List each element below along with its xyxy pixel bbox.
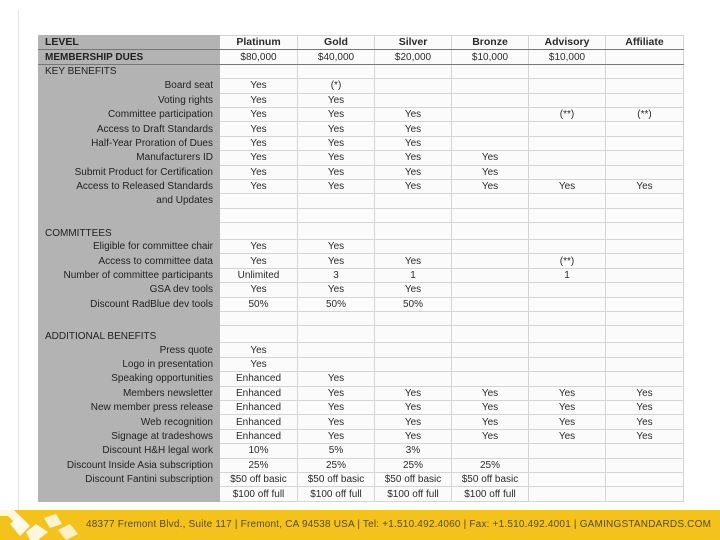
row-label: Discount RadBlue dev tools	[39, 297, 220, 311]
table-row	[39, 444, 684, 458]
section-title-cell	[606, 64, 684, 78]
spacer-label-cell	[39, 208, 220, 222]
spacer-cell	[220, 312, 298, 326]
spacer-cell	[375, 312, 452, 326]
section-title-cell	[452, 64, 529, 78]
table-row	[39, 283, 684, 297]
value-cell: Yes	[606, 386, 684, 400]
row-label: Access to Released Standards	[39, 179, 220, 193]
value-cell: 25%	[298, 458, 375, 472]
value-cell	[452, 79, 529, 93]
level-header-cell: Silver	[375, 36, 452, 50]
value-cell: Yes	[452, 386, 529, 400]
table-row-continued	[39, 487, 684, 501]
value-cell	[452, 444, 529, 458]
value-cell	[375, 93, 452, 107]
value-cell	[606, 487, 684, 501]
value-cell: Yes	[529, 429, 606, 443]
value-cell: Enhanced	[220, 400, 298, 414]
row-label: Members newsletter	[39, 386, 220, 400]
table-row	[39, 79, 684, 93]
value-cell	[298, 194, 375, 208]
spacer-cell	[452, 208, 529, 222]
value-cell: Yes	[606, 415, 684, 429]
value-cell	[529, 93, 606, 107]
row-label: Voting rights	[39, 93, 220, 107]
table-row	[39, 107, 684, 121]
table-body	[39, 36, 684, 502]
table-row	[39, 165, 684, 179]
value-cell	[529, 472, 606, 486]
value-cell	[606, 122, 684, 136]
value-cell	[606, 254, 684, 268]
value-cell	[606, 444, 684, 458]
dues-cell	[606, 50, 684, 64]
level-header-cell: Affiliate	[606, 36, 684, 50]
value-cell: Yes	[375, 283, 452, 297]
dues-cell: $40,000	[298, 50, 375, 64]
value-cell: 5%	[298, 444, 375, 458]
value-cell: Yes	[375, 122, 452, 136]
value-cell: Yes	[529, 386, 606, 400]
value-cell: $50 off basic	[298, 472, 375, 486]
row-label: Speaking opportunities	[39, 372, 220, 386]
value-cell	[529, 165, 606, 179]
table-row	[39, 179, 684, 193]
value-cell	[298, 357, 375, 371]
membership-benefits-table	[38, 35, 684, 502]
value-cell	[452, 240, 529, 254]
row-label: GSA dev tools	[39, 283, 220, 297]
value-cell: Yes	[298, 386, 375, 400]
footer-band	[0, 510, 720, 540]
value-cell: Yes	[375, 151, 452, 165]
value-cell	[452, 268, 529, 282]
value-cell	[529, 297, 606, 311]
level-header-cell: Gold	[298, 36, 375, 50]
value-cell: Yes	[529, 415, 606, 429]
section-title-cell	[220, 326, 298, 343]
value-cell	[375, 372, 452, 386]
value-cell	[606, 458, 684, 472]
value-cell	[606, 297, 684, 311]
value-cell: Yes	[529, 400, 606, 414]
row-label: Press quote	[39, 343, 220, 357]
value-cell: Yes	[529, 179, 606, 193]
value-cell	[606, 240, 684, 254]
value-cell: Yes	[298, 254, 375, 268]
value-cell: 25%	[452, 458, 529, 472]
spacer-cell	[298, 312, 375, 326]
spacer-cell	[606, 208, 684, 222]
value-cell: 50%	[220, 297, 298, 311]
section-title-cell	[220, 223, 298, 240]
value-cell: Yes	[452, 151, 529, 165]
value-cell	[606, 268, 684, 282]
section-title-cell	[606, 223, 684, 240]
value-cell: (**)	[606, 107, 684, 121]
value-cell: $100 off full	[375, 487, 452, 501]
value-cell: Yes	[298, 400, 375, 414]
value-cell: Yes	[375, 429, 452, 443]
table-row	[39, 151, 684, 165]
spacer-cell	[529, 312, 606, 326]
value-cell: Yes	[606, 429, 684, 443]
row-label: Half-Year Proration of Dues	[39, 136, 220, 150]
spacer-row	[39, 208, 684, 222]
table-row-continued	[39, 194, 684, 208]
value-cell: $100 off full	[220, 487, 298, 501]
spacer-label-cell	[39, 312, 220, 326]
section-title: KEY BENEFITS	[39, 64, 220, 78]
row-label: Board seat	[39, 79, 220, 93]
value-cell: Yes	[298, 122, 375, 136]
section-title-cell	[529, 223, 606, 240]
section-title-cell	[375, 223, 452, 240]
table-row	[39, 136, 684, 150]
value-cell	[529, 283, 606, 297]
table-row	[39, 357, 684, 371]
table-row	[39, 254, 684, 268]
value-cell	[452, 122, 529, 136]
value-cell: 25%	[375, 458, 452, 472]
value-cell: 50%	[298, 297, 375, 311]
value-cell	[606, 79, 684, 93]
row-label: Submit Product for Certification	[39, 165, 220, 179]
value-cell: Yes	[375, 165, 452, 179]
value-cell: 1	[375, 268, 452, 282]
value-cell	[452, 93, 529, 107]
value-cell	[529, 136, 606, 150]
section-title-row	[39, 64, 684, 78]
value-cell: Yes	[298, 283, 375, 297]
value-cell: Yes	[298, 165, 375, 179]
value-cell: Yes	[298, 151, 375, 165]
dues-cell: $10,000	[452, 50, 529, 64]
value-cell: Unlimited	[220, 268, 298, 282]
spacer-cell	[452, 312, 529, 326]
value-cell	[452, 372, 529, 386]
value-cell: Yes	[375, 415, 452, 429]
row-label: Manufacturers ID	[39, 151, 220, 165]
level-header-cell: Bronze	[452, 36, 529, 50]
value-cell	[375, 343, 452, 357]
value-cell: Yes	[298, 415, 375, 429]
value-cell: Yes	[220, 107, 298, 121]
value-cell: Yes	[452, 429, 529, 443]
dues-cell: $80,000	[220, 50, 298, 64]
row-label: Logo in presentation	[39, 357, 220, 371]
value-cell: Yes	[375, 400, 452, 414]
value-cell: Yes	[298, 179, 375, 193]
value-cell	[606, 472, 684, 486]
value-cell: Yes	[220, 136, 298, 150]
value-cell: Yes	[298, 429, 375, 443]
value-cell: Yes	[220, 93, 298, 107]
value-cell: Yes	[220, 283, 298, 297]
value-cell	[375, 194, 452, 208]
value-cell: Yes	[220, 151, 298, 165]
value-cell	[529, 458, 606, 472]
row-label: Signage at tradeshows	[39, 429, 220, 443]
table-row	[39, 240, 684, 254]
value-cell	[452, 283, 529, 297]
value-cell	[375, 357, 452, 371]
row-label: Discount Fantini subscription	[39, 472, 220, 486]
section-title-row	[39, 326, 684, 343]
value-cell: Yes	[298, 240, 375, 254]
value-cell	[606, 151, 684, 165]
value-cell: 3	[298, 268, 375, 282]
value-cell: Yes	[375, 386, 452, 400]
value-cell	[529, 372, 606, 386]
spacer-cell	[529, 208, 606, 222]
value-cell: Enhanced	[220, 372, 298, 386]
value-cell: Yes	[452, 165, 529, 179]
value-cell: (**)	[529, 254, 606, 268]
value-cell: Yes	[220, 254, 298, 268]
value-cell: Yes	[298, 136, 375, 150]
row-label-continued	[39, 487, 220, 501]
section-title: ADDITIONAL BENEFITS	[39, 326, 220, 343]
spacer-cell	[375, 208, 452, 222]
section-title-cell	[529, 64, 606, 78]
value-cell: Enhanced	[220, 415, 298, 429]
level-header-cell: Advisory	[529, 36, 606, 50]
spacer-cell	[298, 208, 375, 222]
row-label: Discount Inside Asia subscription	[39, 458, 220, 472]
level-header-label: LEVEL	[39, 36, 220, 50]
value-cell: Yes	[220, 165, 298, 179]
value-cell: $50 off basic	[220, 472, 298, 486]
value-cell: 10%	[220, 444, 298, 458]
value-cell	[606, 93, 684, 107]
row-label: Access to committee data	[39, 254, 220, 268]
value-cell: (**)	[529, 107, 606, 121]
value-cell	[375, 79, 452, 93]
value-cell	[529, 151, 606, 165]
table-row	[39, 386, 684, 400]
value-cell: Yes	[375, 136, 452, 150]
value-cell	[529, 444, 606, 458]
value-cell: Enhanced	[220, 429, 298, 443]
value-cell	[220, 194, 298, 208]
value-cell	[529, 357, 606, 371]
value-cell: Yes	[220, 343, 298, 357]
row-label-continued: and Updates	[39, 194, 220, 208]
value-cell: $100 off full	[298, 487, 375, 501]
value-cell	[452, 107, 529, 121]
spacer-cell	[220, 208, 298, 222]
row-label: Eligible for committee chair	[39, 240, 220, 254]
value-cell: Yes	[375, 179, 452, 193]
row-label: Number of committee participants	[39, 268, 220, 282]
dues-cell: $20,000	[375, 50, 452, 64]
value-cell: Yes	[606, 179, 684, 193]
section-title: COMMITTEES	[39, 223, 220, 240]
section-title-cell	[529, 326, 606, 343]
table-row	[39, 343, 684, 357]
table-row	[39, 268, 684, 282]
decorative-shapes-icon	[0, 510, 80, 540]
row-label: Access to Draft Standards	[39, 122, 220, 136]
footer-contact-text: 48377 Fremont Blvd., Suite 117 | Fremont, CA 94538 USA | Tel: +1.510.492.4060 | Fax: +1.510.492.4001 | GAMINGSTANDARDS.COM	[86, 519, 712, 530]
value-cell	[452, 194, 529, 208]
value-cell	[452, 136, 529, 150]
value-cell	[529, 122, 606, 136]
section-title-cell	[375, 64, 452, 78]
value-cell	[529, 194, 606, 208]
section-title-cell	[298, 326, 375, 343]
value-cell: 25%	[220, 458, 298, 472]
value-cell: Yes	[298, 372, 375, 386]
value-cell	[529, 487, 606, 501]
section-title-cell	[375, 326, 452, 343]
value-cell	[298, 343, 375, 357]
value-cell	[606, 136, 684, 150]
value-cell	[452, 254, 529, 268]
table-row	[39, 429, 684, 443]
value-cell: Yes	[606, 400, 684, 414]
section-title-cell	[220, 64, 298, 78]
value-cell: Yes	[220, 240, 298, 254]
value-cell	[606, 194, 684, 208]
value-cell: (*)	[298, 79, 375, 93]
value-cell: Enhanced	[220, 386, 298, 400]
value-cell: Yes	[452, 179, 529, 193]
value-cell	[606, 165, 684, 179]
row-label: Web recognition	[39, 415, 220, 429]
dues-cell: $10,000	[529, 50, 606, 64]
membership-dues-label: MEMBERSHIP DUES	[39, 50, 220, 64]
value-cell	[529, 79, 606, 93]
section-title-row	[39, 223, 684, 240]
value-cell	[452, 343, 529, 357]
value-cell: Yes	[298, 93, 375, 107]
value-cell: 50%	[375, 297, 452, 311]
value-cell: 1	[529, 268, 606, 282]
row-label: Discount H&H legal work	[39, 444, 220, 458]
value-cell: $100 off full	[452, 487, 529, 501]
value-cell	[606, 372, 684, 386]
value-cell: Yes	[220, 179, 298, 193]
value-cell: Yes	[220, 79, 298, 93]
section-title-cell	[452, 223, 529, 240]
spacer-row	[39, 312, 684, 326]
value-cell	[606, 283, 684, 297]
section-title-cell	[452, 326, 529, 343]
value-cell: 3%	[375, 444, 452, 458]
value-cell: Yes	[452, 400, 529, 414]
value-cell	[452, 297, 529, 311]
value-cell: Yes	[220, 122, 298, 136]
section-title-cell	[298, 223, 375, 240]
section-title-cell	[298, 64, 375, 78]
table-row	[39, 472, 684, 486]
spacer-cell	[606, 312, 684, 326]
value-cell: Yes	[375, 107, 452, 121]
value-cell	[452, 357, 529, 371]
value-cell: $50 off basic	[452, 472, 529, 486]
table-row	[39, 372, 684, 386]
row-label: New member press release	[39, 400, 220, 414]
value-cell	[606, 357, 684, 371]
row-label: Committee participation	[39, 107, 220, 121]
value-cell: Yes	[220, 357, 298, 371]
level-header-cell: Platinum	[220, 36, 298, 50]
membership-dues-row	[39, 50, 684, 64]
value-cell: $50 off basic	[375, 472, 452, 486]
table-row	[39, 415, 684, 429]
table-row	[39, 400, 684, 414]
table-row	[39, 297, 684, 311]
value-cell: Yes	[298, 107, 375, 121]
value-cell	[606, 343, 684, 357]
value-cell	[375, 240, 452, 254]
table-row	[39, 122, 684, 136]
section-title-cell	[606, 326, 684, 343]
table-row	[39, 93, 684, 107]
value-cell: Yes	[452, 415, 529, 429]
value-cell: Yes	[375, 254, 452, 268]
level-header-row	[39, 36, 684, 50]
value-cell	[529, 240, 606, 254]
table-row	[39, 458, 684, 472]
value-cell	[529, 343, 606, 357]
